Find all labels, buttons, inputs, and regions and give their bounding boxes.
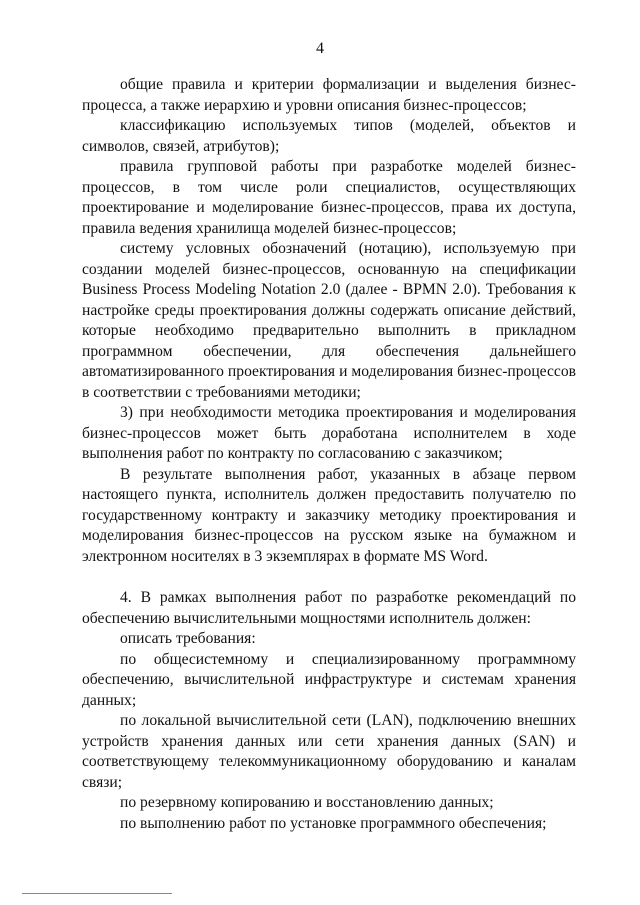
- footer-rule: [22, 893, 172, 894]
- paragraph-type-classification: классификацию используемых типов (моделей, объектов и символов, связей, атрибутов);: [82, 117, 576, 155]
- paragraph-notation-system: систему условных обозначений (нотацию), используемую при создании моделей бизнес-процессов, основанную на спецификации Business Process Modeling Notation 2.0 (далее - BPMN 2.0). Требования к настройке среды проектирования должны содержать описание действий, которые необходимо предварительно выполнить в прикладном программном обеспечении, для обеспечения дальнейшего автоматизированного проектирования и моделирования бизнес-процессов в соответствии с требованиями методики;: [82, 240, 576, 401]
- paragraph-backup-requirements: по резервному копированию и восстановлению данных;: [120, 794, 494, 811]
- paragraph-group-work-rules: правила групповой работы при разработке моделей бизнес-процессов, в том числе роли специалистов, осуществляющих проектирование и моделирование бизнес-процессов, права их доступа, правила ведения хранилища моделей бизнес-процессов;: [82, 158, 576, 237]
- paragraph-describe-requirements: описать требования:: [120, 630, 256, 647]
- section-gap: [82, 567, 576, 588]
- page-number: 4: [316, 40, 324, 57]
- paragraph-network-requirements: по локальной вычислительной сети (LAN), подключению внешних устройств хранения данных или сети хранения данных (SAN) и соответствующему телекоммуникационному оборудованию и каналам связи;: [82, 712, 576, 791]
- paragraph-work-results: В результате выполнения работ, указанных в абзаце первом настоящего пункта, исполнитель должен предоставить получателю по государственному контракту и заказчику методику проектирования и моделирования бизнес-процессов на русском языке на бумажном и электронном носителях в 3 экземплярах в формате MS Word.: [82, 465, 576, 565]
- document-body: [82, 75, 576, 834]
- paragraph-general-rules: общие правила и критерии формализации и выделения бизнес-процесса, а также иерархию и уровни описания бизнес-процессов;: [82, 76, 576, 114]
- paragraph-section-4: 4. В рамках выполнения работ по разработке рекомендаций по обеспечению вычислительными мощностями исполнитель должен:: [82, 589, 576, 627]
- paragraph-software-requirements: по общесистемному и специализированному программному обеспечению, вычислительной инфраструктуре и системам хранения данных;: [82, 650, 576, 709]
- paragraph-installation-requirements: по выполнению работ по установке программного обеспечения;: [120, 814, 547, 832]
- paragraph-methodology-refinement: 3) при необходимости методика проектирования и моделирования бизнес-процессов может быть доработана исполнителем в ходе выполнения работ по контракту по согласованию с заказчиком;: [82, 404, 576, 462]
